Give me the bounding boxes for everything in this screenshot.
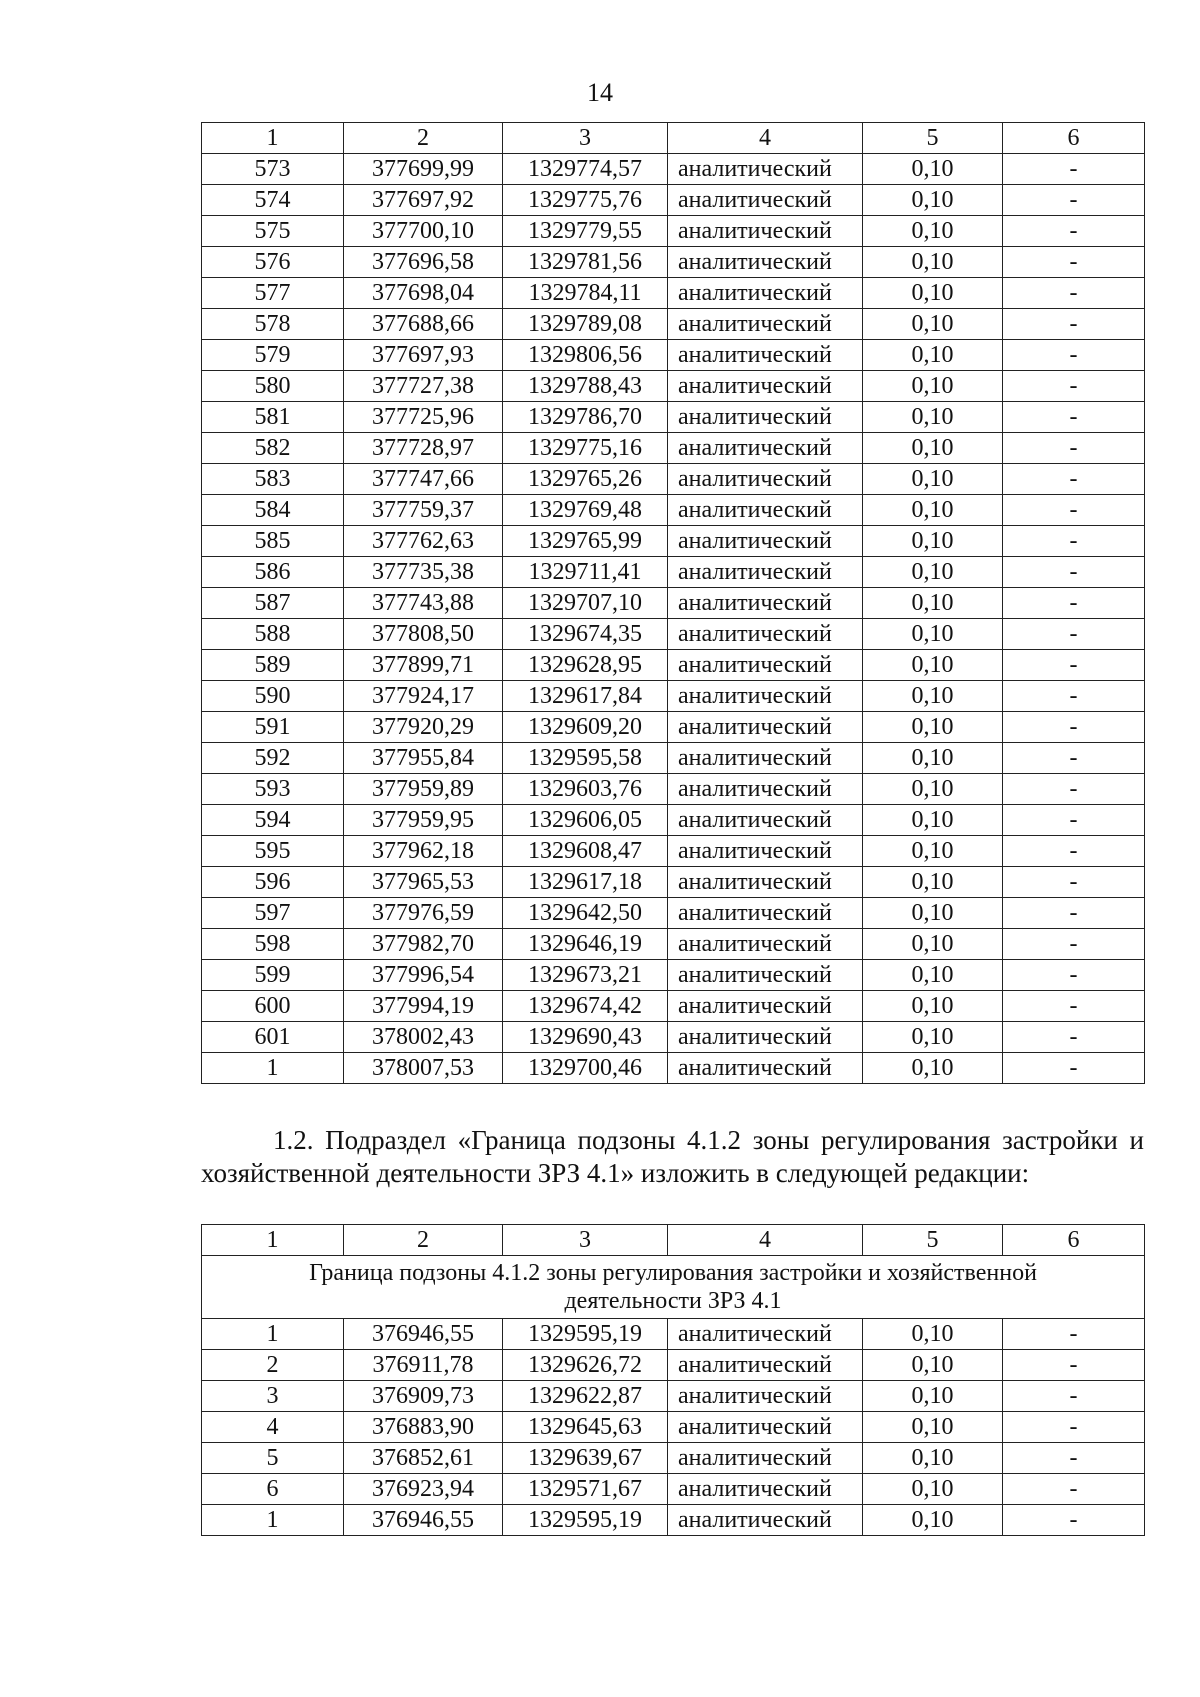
table-cell: 377759,37 [344,495,503,526]
table-cell: 599 [202,960,344,991]
table-cell: - [1003,681,1145,712]
table-cell: 1329673,21 [503,960,668,991]
table-cell: аналитический [668,1505,863,1536]
table-cell: 0,10 [863,495,1003,526]
section-paragraph [201,1124,1144,1190]
table-row [202,836,1145,867]
table-cell: 0,10 [863,1053,1003,1084]
table-cell: 376946,55 [344,1505,503,1536]
table-cell: аналитический [668,681,863,712]
table-cell: 0,10 [863,1350,1003,1381]
table-cell: 0,10 [863,619,1003,650]
header-row [202,1225,1145,1256]
table-cell: 1329626,72 [503,1350,668,1381]
table-cell: аналитический [668,991,863,1022]
table-cell: - [1003,433,1145,464]
table-cell: 1329674,35 [503,619,668,650]
table-cell: 0,10 [863,1443,1003,1474]
table-cell: 580 [202,371,344,402]
column-header: 5 [863,123,1003,154]
table-cell: аналитический [668,433,863,464]
table-cell: аналитический [668,1053,863,1084]
table-cell: 590 [202,681,344,712]
table-cell: - [1003,1474,1145,1505]
table-cell: аналитический [668,464,863,495]
table-cell: 377976,59 [344,898,503,929]
table-cell: 377697,92 [344,185,503,216]
table-cell: аналитический [668,1350,863,1381]
table-row [202,805,1145,836]
table-cell: 377762,63 [344,526,503,557]
table-row [202,278,1145,309]
table-cell: 1329690,43 [503,1022,668,1053]
table-cell: - [1003,278,1145,309]
table-cell: 1 [202,1505,344,1536]
table-cell: - [1003,1319,1145,1350]
table-cell: 589 [202,650,344,681]
table-row [202,774,1145,805]
table-cell: 377808,50 [344,619,503,650]
table-cell: 377697,93 [344,340,503,371]
table-cell: 0,10 [863,433,1003,464]
table-cell: - [1003,588,1145,619]
table-cell: 0,10 [863,1319,1003,1350]
table-cell: аналитический [668,1412,863,1443]
table-cell: 596 [202,867,344,898]
table-cell: 377959,89 [344,774,503,805]
table-cell: 1329788,43 [503,371,668,402]
table-cell: 1329609,20 [503,712,668,743]
table-row [202,340,1145,371]
table-cell: 4 [202,1412,344,1443]
table-cell: 594 [202,805,344,836]
table-cell: 377696,58 [344,247,503,278]
table-cell: 377962,18 [344,836,503,867]
table-cell: 582 [202,433,344,464]
table-cell: 0,10 [863,588,1003,619]
table-cell: 1329617,84 [503,681,668,712]
table-cell: 578 [202,309,344,340]
table-cell: 577 [202,278,344,309]
table-cell: аналитический [668,309,863,340]
table-cell: 376923,94 [344,1474,503,1505]
table-row [202,898,1145,929]
table-cell: 1329674,42 [503,991,668,1022]
table-cell: - [1003,743,1145,774]
table-cell: - [1003,1022,1145,1053]
table-cell: 376911,78 [344,1350,503,1381]
table-row [202,557,1145,588]
table-cell: - [1003,619,1145,650]
column-header: 5 [863,1225,1003,1256]
table-cell: 1329774,57 [503,154,668,185]
table-cell: 0,10 [863,185,1003,216]
table-cell: 377743,88 [344,588,503,619]
caption-row [202,1256,1145,1319]
table-cell: 586 [202,557,344,588]
table-cell: 0,10 [863,681,1003,712]
table-cell: 1329628,95 [503,650,668,681]
table-cell: 1329711,41 [503,557,668,588]
column-header: 6 [1003,123,1145,154]
table-cell: 1 [202,1053,344,1084]
table-cell: 585 [202,526,344,557]
column-header: 4 [668,1225,863,1256]
table-row [202,991,1145,1022]
table-cell: - [1003,1505,1145,1536]
table-row [202,1350,1145,1381]
table-cell: 581 [202,402,344,433]
table-cell: 377688,66 [344,309,503,340]
table-cell: 1329779,55 [503,216,668,247]
table-cell: 1329595,58 [503,743,668,774]
table-cell: 1329707,10 [503,588,668,619]
column-header: 3 [503,1225,668,1256]
table-cell: - [1003,929,1145,960]
table-cell: - [1003,185,1145,216]
table-cell: аналитический [668,1022,863,1053]
table-cell: аналитический [668,929,863,960]
table-row [202,588,1145,619]
table-cell: 1329608,47 [503,836,668,867]
table-row [202,1505,1145,1536]
table-cell: 0,10 [863,650,1003,681]
table-cell: 587 [202,588,344,619]
table-cell: 1329595,19 [503,1319,668,1350]
table-cell: 0,10 [863,309,1003,340]
column-header: 1 [202,123,344,154]
table-cell: аналитический [668,371,863,402]
table-row [202,1053,1145,1084]
table-cell: 377920,29 [344,712,503,743]
table-row [202,216,1145,247]
table-cell: аналитический [668,588,863,619]
table-cell: - [1003,774,1145,805]
table-cell: 597 [202,898,344,929]
table-row [202,712,1145,743]
table-cell: 377899,71 [344,650,503,681]
table-cell: аналитический [668,1443,863,1474]
table-cell: 377982,70 [344,929,503,960]
table-cell: - [1003,216,1145,247]
table-cell: - [1003,1350,1145,1381]
column-header: 1 [202,1225,344,1256]
table-cell: 377955,84 [344,743,503,774]
table-cell: аналитический [668,526,863,557]
table-row [202,681,1145,712]
table-cell: аналитический [668,1381,863,1412]
coordinates-table-1 [201,122,1145,1084]
table-cell: 0,10 [863,402,1003,433]
table-cell: аналитический [668,836,863,867]
table-cell: - [1003,1412,1145,1443]
table-cell: 0,10 [863,1412,1003,1443]
table-cell: 0,10 [863,371,1003,402]
table-row [202,1022,1145,1053]
table-cell: - [1003,650,1145,681]
table-cell: 574 [202,185,344,216]
table-cell: 1329603,76 [503,774,668,805]
table-row [202,526,1145,557]
table-cell: 377996,54 [344,960,503,991]
table-cell: 0,10 [863,154,1003,185]
table-row [202,929,1145,960]
table-cell: 377699,99 [344,154,503,185]
table-cell: 0,10 [863,278,1003,309]
table-cell: 1329765,99 [503,526,668,557]
table-row [202,464,1145,495]
column-header: 3 [503,123,668,154]
table-cell: 592 [202,743,344,774]
table-cell: 377700,10 [344,216,503,247]
table-cell: 378002,43 [344,1022,503,1053]
table-cell: аналитический [668,1474,863,1505]
table-cell: 1329622,87 [503,1381,668,1412]
table-row [202,650,1145,681]
table-cell: 0,10 [863,898,1003,929]
table-cell: 1329642,50 [503,898,668,929]
table-cell: - [1003,836,1145,867]
table-cell: 1329789,08 [503,309,668,340]
table-cell: 377727,38 [344,371,503,402]
table-caption: Граница подзоны 4.1.2 зоны регулирования застройки и хозяйственной деятельности ЗРЗ 4.1 [202,1256,1145,1319]
table-cell: 0,10 [863,1381,1003,1412]
table-cell: 377735,38 [344,557,503,588]
table-cell: 1329645,63 [503,1412,668,1443]
table-cell: 0,10 [863,805,1003,836]
column-header: 6 [1003,1225,1145,1256]
table-cell: - [1003,805,1145,836]
table-cell: 591 [202,712,344,743]
table-cell: 1329781,56 [503,247,668,278]
table-cell: аналитический [668,216,863,247]
table-cell: аналитический [668,960,863,991]
table-cell: 1329775,16 [503,433,668,464]
table-row [202,960,1145,991]
table-row [202,154,1145,185]
table-cell: 377747,66 [344,464,503,495]
table-row [202,402,1145,433]
table-cell: 376946,55 [344,1319,503,1350]
table-cell: 595 [202,836,344,867]
table-cell: - [1003,1053,1145,1084]
table-cell: аналитический [668,619,863,650]
table-row [202,185,1145,216]
table-cell: 0,10 [863,340,1003,371]
table-row [202,495,1145,526]
table-cell: аналитический [668,867,863,898]
table-cell: аналитический [668,712,863,743]
table-cell: 0,10 [863,991,1003,1022]
table-cell: 1329617,18 [503,867,668,898]
table-cell: 1 [202,1319,344,1350]
table-cell: 0,10 [863,216,1003,247]
table-cell: аналитический [668,340,863,371]
table-cell: 1329806,56 [503,340,668,371]
table-row [202,1443,1145,1474]
table-cell: - [1003,371,1145,402]
column-header: 4 [668,123,863,154]
table-cell: - [1003,495,1145,526]
table-cell: аналитический [668,278,863,309]
table-cell: 0,10 [863,1474,1003,1505]
table-cell: - [1003,867,1145,898]
table-cell: аналитический [668,650,863,681]
table-cell: - [1003,464,1145,495]
table-cell: 0,10 [863,1505,1003,1536]
table-cell: аналитический [668,495,863,526]
table-cell: 376883,90 [344,1412,503,1443]
table-cell: аналитический [668,805,863,836]
table-cell: 1329700,46 [503,1053,668,1084]
table-cell: 3 [202,1381,344,1412]
table-cell: 0,10 [863,1022,1003,1053]
table-cell: 0,10 [863,712,1003,743]
table-cell: 598 [202,929,344,960]
table-cell: аналитический [668,774,863,805]
table-cell: 1329606,05 [503,805,668,836]
table-cell: 376852,61 [344,1443,503,1474]
table-cell: 1329786,70 [503,402,668,433]
table-cell: 0,10 [863,743,1003,774]
table-cell: - [1003,712,1145,743]
table-cell: 1329784,11 [503,278,668,309]
table-cell: 1329571,67 [503,1474,668,1505]
table-cell: 2 [202,1350,344,1381]
table-cell: 583 [202,464,344,495]
table-cell: 579 [202,340,344,371]
table-cell: аналитический [668,154,863,185]
table-cell: - [1003,1381,1145,1412]
table-cell: 0,10 [863,464,1003,495]
table-row [202,247,1145,278]
table-cell: - [1003,991,1145,1022]
table-cell: 1329765,26 [503,464,668,495]
table-cell: - [1003,557,1145,588]
table-cell: 6 [202,1474,344,1505]
table-cell: 0,10 [863,247,1003,278]
table-cell: - [1003,402,1145,433]
table-row [202,309,1145,340]
table-cell: 377924,17 [344,681,503,712]
table-row [202,1319,1145,1350]
column-header: 2 [344,123,503,154]
paragraph-text: 1.2. Подраздел «Граница подзоны 4.1.2 зоны регулирования застройки и хозяйственной деятельности ЗРЗ 4.1» изложить в следующей редакции: [201,1125,1144,1188]
column-header: 2 [344,1225,503,1256]
table-cell: аналитический [668,743,863,774]
table-cell: 0,10 [863,526,1003,557]
table-cell: аналитический [668,402,863,433]
table-cell: 0,10 [863,557,1003,588]
table-cell: - [1003,898,1145,929]
table-cell: - [1003,1443,1145,1474]
table-cell: 1329646,19 [503,929,668,960]
header-row [202,123,1145,154]
table-cell: 573 [202,154,344,185]
table-cell: - [1003,247,1145,278]
table-cell: - [1003,526,1145,557]
table-row [202,619,1145,650]
table-cell: - [1003,340,1145,371]
table-row [202,743,1145,774]
table-cell: 1329775,76 [503,185,668,216]
table-cell: 584 [202,495,344,526]
table-cell: 1329769,48 [503,495,668,526]
table-cell: аналитический [668,1319,863,1350]
table-cell: 5 [202,1443,344,1474]
table-cell: 0,10 [863,774,1003,805]
table-cell: 378007,53 [344,1053,503,1084]
table-cell: 377725,96 [344,402,503,433]
table-row [202,867,1145,898]
table-row [202,1474,1145,1505]
table-cell: 377698,04 [344,278,503,309]
page-number: 14 [587,78,613,107]
table-cell: аналитический [668,247,863,278]
table-cell: 0,10 [863,929,1003,960]
table-row [202,1381,1145,1412]
table-cell: 0,10 [863,867,1003,898]
table-cell: 575 [202,216,344,247]
table-cell: - [1003,309,1145,340]
table-cell: 376909,73 [344,1381,503,1412]
table-cell: 600 [202,991,344,1022]
table-cell: 588 [202,619,344,650]
table-cell: аналитический [668,898,863,929]
table-cell: 593 [202,774,344,805]
table-cell: - [1003,154,1145,185]
table-cell: 601 [202,1022,344,1053]
table-row [202,371,1145,402]
table-cell: аналитический [668,557,863,588]
table-cell: 0,10 [863,836,1003,867]
table-cell: 1329595,19 [503,1505,668,1536]
table-row [202,1412,1145,1443]
table-cell: 377959,95 [344,805,503,836]
table-cell: - [1003,960,1145,991]
table-cell: 1329639,67 [503,1443,668,1474]
table-cell: 0,10 [863,960,1003,991]
table-cell: аналитический [668,185,863,216]
table-cell: 377728,97 [344,433,503,464]
table-row [202,433,1145,464]
table-cell: 377965,53 [344,867,503,898]
coordinates-table-2 [201,1224,1145,1536]
table-cell: 576 [202,247,344,278]
table-cell: 377994,19 [344,991,503,1022]
